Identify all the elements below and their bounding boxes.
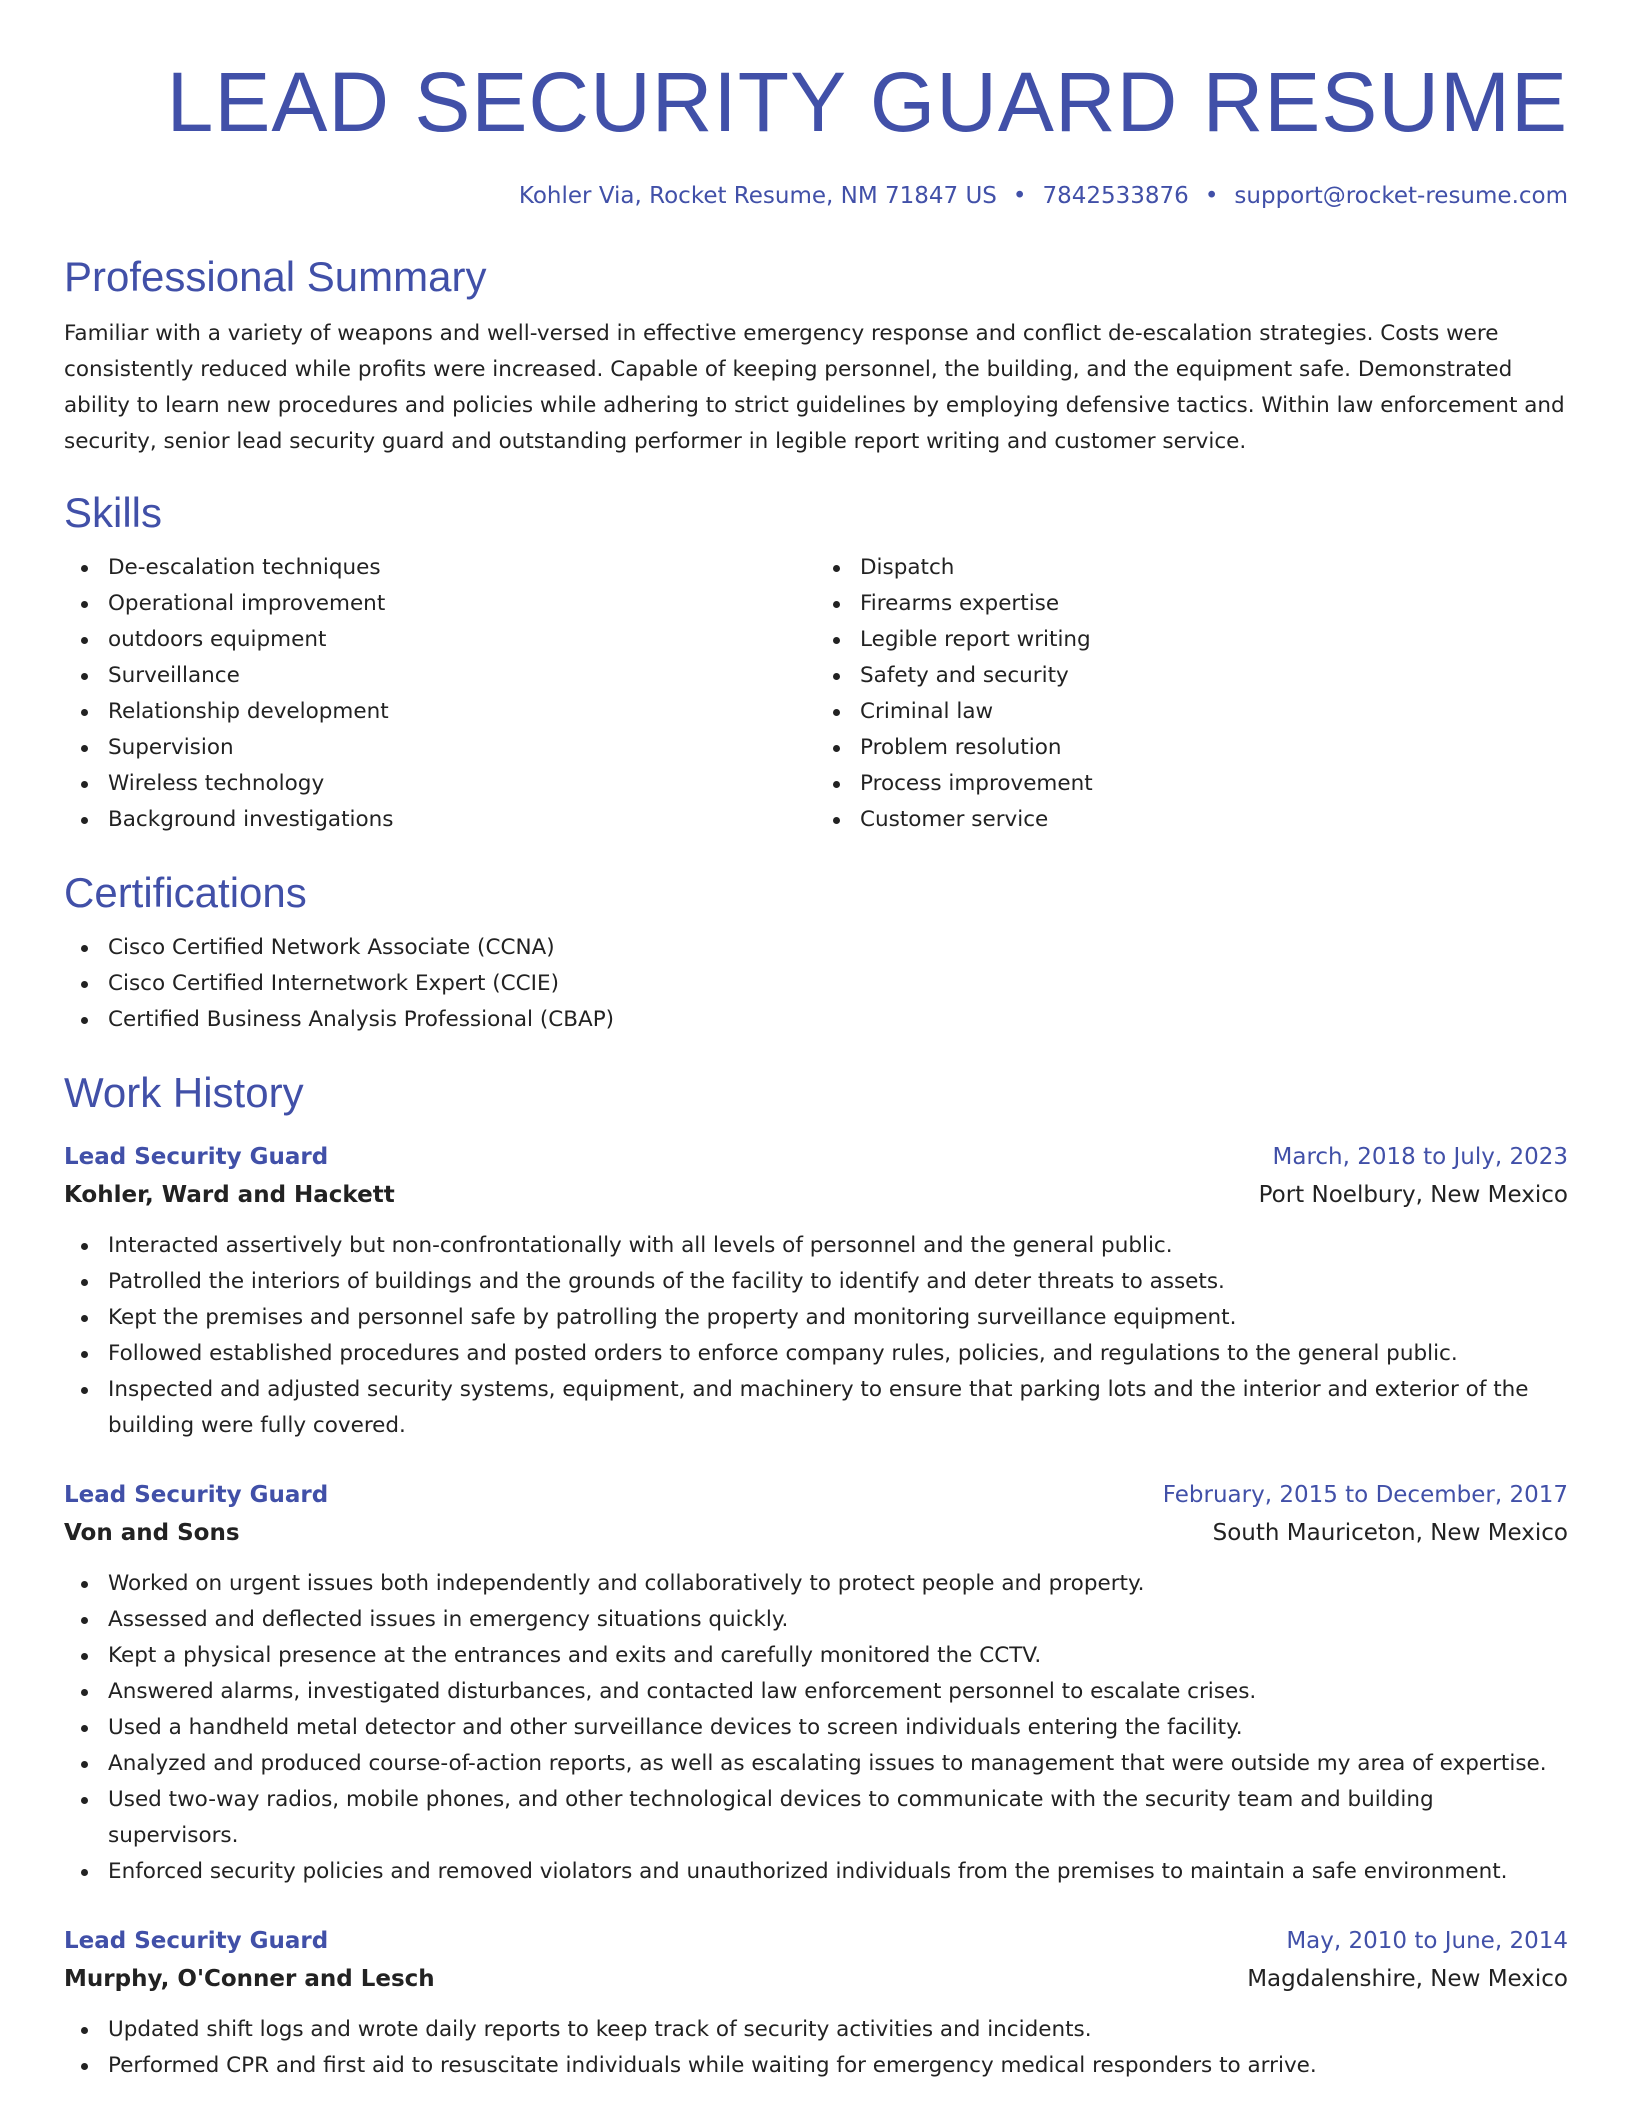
job-dates: March, 2018 to July, 2023 [1272, 1144, 1568, 1170]
certifications-heading: Certifications [64, 869, 307, 916]
job-title: Lead Security Guard [64, 1144, 329, 1170]
job-bullet: Inspected and adjusted security systems, equipment, and machinery to ensure that parking lots and the interior and exterior of the building were fully covered. [108, 1372, 1568, 1444]
skill-item: Dispatch [860, 550, 1568, 586]
skill-item: Relationship development [108, 694, 816, 730]
job-dates: May, 2010 to June, 2014 [1286, 1928, 1568, 1954]
job-bullets [64, 1566, 1568, 1890]
job-bullet: Used two-way radios, mobile phones, and other technological devices to communicate with the security team and building supervisors. [108, 1782, 1568, 1854]
job-header [64, 1476, 1568, 1514]
skills-columns [64, 550, 1568, 838]
job-subheader [64, 1514, 1568, 1552]
job-subheader [64, 1960, 1568, 1998]
work-history-heading: Work History [64, 1069, 304, 1116]
job-entry [64, 1476, 1568, 1890]
skills-heading: Skills [64, 489, 163, 536]
skill-item: Process improvement [860, 766, 1568, 802]
job-company: Kohler, Ward and Hackett [64, 1182, 395, 1208]
job-bullet: Updated shift logs and wrote daily reports to keep track of security activities and incidents. [108, 2012, 1568, 2048]
summary-heading: Professional Summary [64, 253, 487, 300]
contact-phone: 7842533876 [1042, 183, 1189, 209]
contact-address: Kohler Via, Rocket Resume, NM 71847 US [518, 183, 997, 209]
job-company: Von and Sons [64, 1520, 240, 1546]
job-bullet: Kept the premises and personnel safe by patrolling the property and monitoring surveillance equipment. [108, 1300, 1568, 1336]
job-bullet: Patrolled the interiors of buildings and the grounds of the facility to identify and deter threats to assets. [108, 1264, 1568, 1300]
job-location: Magdalenshire, New Mexico [1247, 1966, 1568, 1992]
skill-item: Criminal law [860, 694, 1568, 730]
skill-item: Legible report writing [860, 622, 1568, 658]
job-company: Murphy, O'Conner and Lesch [64, 1966, 435, 1992]
certification-item: Cisco Certified Network Associate (CCNA) [108, 930, 1568, 966]
skill-item: De-escalation techniques [108, 550, 816, 586]
contact-line [64, 180, 1568, 212]
job-bullet: Analyzed and produced course-of-action reports, as well as escalating issues to management that were outside my area of expertise. [108, 1746, 1568, 1782]
job-bullets [64, 2012, 1568, 2084]
skill-item: outdoors equipment [108, 622, 816, 658]
job-title: Lead Security Guard [64, 1482, 329, 1508]
skill-item: Customer service [860, 802, 1568, 838]
summary-text: Familiar with a variety of weapons and well-versed in effective emergency response and conflict de-escalation strategies. Costs were consistently reduced while profits were increased. Capable of keeping personnel, the building, and the equipment safe. Demonstrated ability to learn new procedures and policies while adhering to strict guidelines by employing defensive tactics. Within law enforcement and security, senior lead security guard and outstanding performer in legible report writing and customer service. [64, 321, 1565, 454]
skill-item: Supervision [108, 730, 816, 766]
job-bullet: Performed CPR and first aid to resuscitate individuals while waiting for emergency medical responders to arrive. [108, 2048, 1568, 2084]
skills-left-list [64, 550, 816, 838]
skill-item: Surveillance [108, 658, 816, 694]
contact-separator: • [1204, 183, 1219, 209]
job-subheader [64, 1176, 1568, 1214]
job-bullet: Enforced security policies and removed violators and unauthorized individuals from the premises to maintain a safe environment. [108, 1854, 1568, 1890]
certification-item: Cisco Certified Internetwork Expert (CCIE) [108, 966, 1568, 1002]
job-title: Lead Security Guard [64, 1928, 329, 1954]
skill-item: Firearms expertise [860, 586, 1568, 622]
job-bullet: Used a handheld metal detector and other surveillance devices to screen individuals entering the facility. [108, 1710, 1568, 1746]
job-bullet: Interacted assertively but non-confrontationally with all levels of personnel and the general public. [108, 1228, 1568, 1264]
contact-separator: • [1012, 183, 1027, 209]
job-bullet: Worked on urgent issues both independently and collaboratively to protect people and property. [108, 1566, 1568, 1602]
job-dates: February, 2015 to December, 2017 [1162, 1482, 1568, 1508]
job-entry [64, 1138, 1568, 1444]
job-entry [64, 1922, 1568, 2084]
skill-item: Operational improvement [108, 586, 816, 622]
certification-item: Certified Business Analysis Professional (CBAP) [108, 1002, 1568, 1038]
resume-page [64, 0, 1568, 2084]
job-bullets [64, 1228, 1568, 1444]
skill-item: Safety and security [860, 658, 1568, 694]
job-bullet: Kept a physical presence at the entrances and exits and carefully monitored the CCTV. [108, 1638, 1568, 1674]
skill-item: Problem resolution [860, 730, 1568, 766]
skills-right-list [816, 550, 1568, 838]
job-header [64, 1138, 1568, 1176]
skill-item: Wireless technology [108, 766, 816, 802]
job-location: South Mauriceton, New Mexico [1212, 1520, 1568, 1546]
skill-item: Background investigations [108, 802, 816, 838]
job-bullet: Answered alarms, investigated disturbances, and contacted law enforcement personnel to escalate crises. [108, 1674, 1568, 1710]
job-location: Port Noelbury, New Mexico [1258, 1182, 1568, 1208]
job-bullet: Assessed and deflected issues in emergency situations quickly. [108, 1602, 1568, 1638]
certifications-list [64, 930, 1568, 1038]
contact-email[interactable]: support@rocket-resume.com [1234, 183, 1568, 209]
job-header [64, 1922, 1568, 1960]
job-bullet: Followed established procedures and posted orders to enforce company rules, policies, and regulations to the general public. [108, 1336, 1568, 1372]
resume-title: LEAD SECURITY GUARD RESUME [166, 55, 1568, 149]
